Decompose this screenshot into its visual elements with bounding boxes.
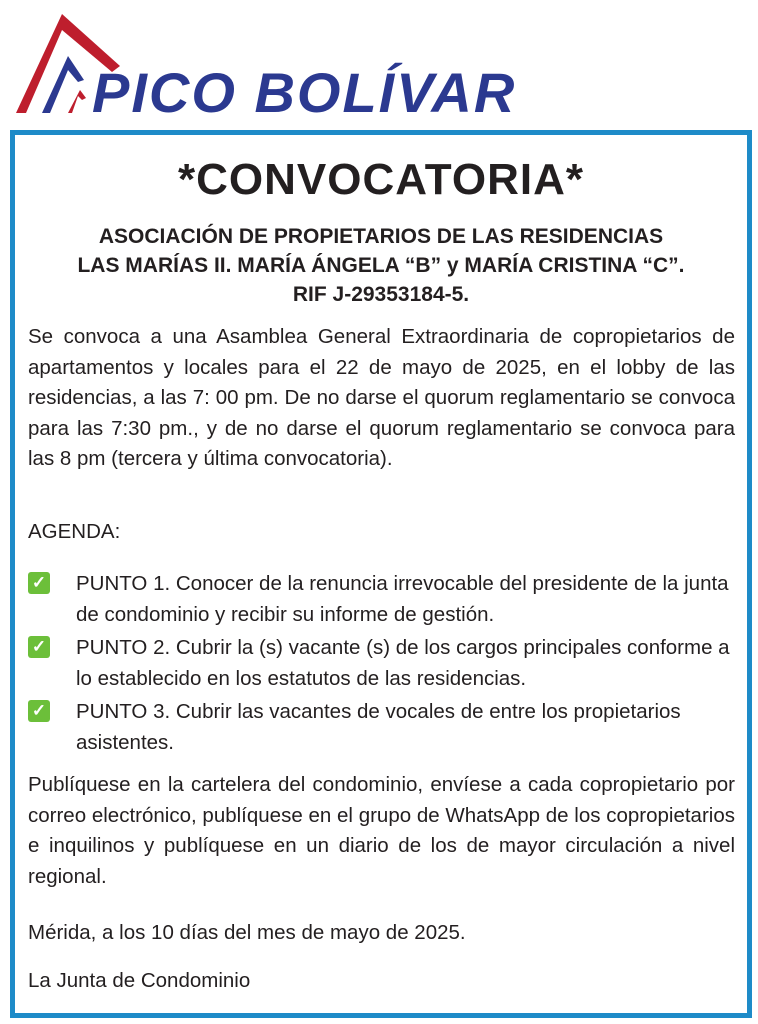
agenda-list: [28, 568, 735, 760]
check-icon: ✓: [28, 700, 50, 722]
agenda-item-text: PUNTO 1. Conocer de la renuncia irrevocable del presidente de la junta de condominio y recibir su informe de gestión.: [76, 572, 729, 626]
agenda-item: [28, 696, 735, 758]
agenda-label: AGENDA:: [28, 520, 121, 543]
convocation-paragraph: Se convoca a una Asamblea General Extraordinaria de copropietarios de apartamentos y locales para el 22 de mayo de 2025, en el lobby de las residencias, a las 7: 00 pm. De no darse el quorum reglamentario se convoca para las 7:30 pm., y de no darse el quorum reglamentario se convoca para las 8 pm (tercera y última convocatoria).: [28, 325, 735, 470]
signature: La Junta de Condominio: [28, 969, 251, 992]
agenda-item-text: PUNTO 3. Cubrir las vacantes de vocales de entre los propietarios asistentes.: [76, 700, 681, 754]
pico-bolivar-logo: [12, 8, 517, 124]
check-icon: ✓: [28, 572, 50, 594]
association-name-line2: LAS MARÍAS II. MARÍA ÁNGELA “B” y MARÍA CRISTINA “C”.: [77, 254, 685, 277]
notice-title: *CONVOCATORIA*: [178, 155, 584, 204]
date-line: Mérida, a los 10 días del mes de mayo de 2025.: [28, 921, 466, 944]
association-name-line1: ASOCIACIÓN DE PROPIETARIOS DE LAS RESIDENCIAS: [98, 225, 664, 248]
agenda-item: [28, 568, 735, 630]
agenda-item: [28, 632, 735, 694]
rif-number: RIF J-29353184-5.: [292, 283, 470, 306]
association-heading: [15, 222, 747, 309]
agenda-item-text: PUNTO 2. Cubrir la (s) vacante (s) de los cargos principales conforme a lo establecido en los estatutos de las residencias.: [76, 636, 730, 690]
logo-wordmark: PICO BOLÍVAR: [92, 61, 517, 124]
check-icon: ✓: [28, 636, 50, 658]
notice-frame: [10, 130, 752, 1018]
publication-paragraph: Publíquese en la cartelera del condominio, envíese a cada copropietario por correo electrónico, publíquese en el grupo de WhatsApp de los copropietarios e inquilinos y publíquese en un diario de los de mayor circulación a nivel regional.: [28, 773, 735, 888]
